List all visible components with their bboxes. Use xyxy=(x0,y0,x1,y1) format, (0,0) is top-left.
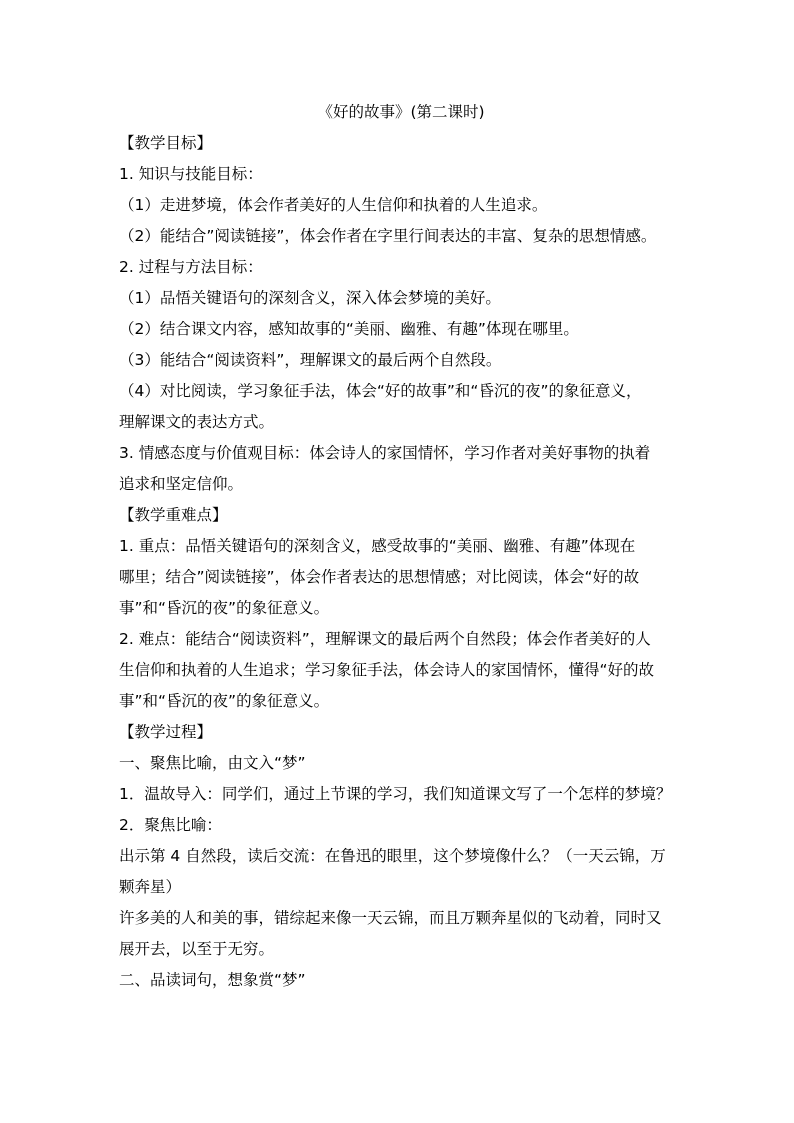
goal-emotion-line-2: 追求和坚定信仰。 xyxy=(119,475,244,493)
section-heading-process: 【教学过程】 xyxy=(119,723,213,741)
process-part-2: 二、品读词句，想象赏“梦” xyxy=(119,971,306,989)
goal-knowledge: 1. 知识与技能目标： xyxy=(119,165,263,183)
process-step-2: 2．聚焦比喻： xyxy=(119,816,222,834)
process-step-1: 1．温故导入：同学们，通过上节课的学习，我们知道课文写了一个怎样的梦境？ xyxy=(119,785,672,803)
key-point-1-line-1: 1. 重点：品悟关键语句的深刻含义，感受故事的“美丽、幽雅、有趣”体现在 xyxy=(119,537,636,555)
process-paragraph-1-line-2: 颗奔星） xyxy=(119,878,182,896)
section-heading-key-points: 【教学重难点】 xyxy=(119,506,228,524)
key-point-1-line-2: 哪里；结合”阅读链接”，体会作者表达的思想情感；对比阅读，体会“好的故 xyxy=(119,568,640,586)
goal-process-item-4-line-1: （4）对比阅读，学习象征手法，体会“好的故事”和“昏沉的夜”的象征意义， xyxy=(119,382,642,400)
document-title: 《好的故事》(第二课时) xyxy=(317,103,485,121)
process-paragraph-2-line-2: 展开去，以至于无穷。 xyxy=(119,940,275,958)
process-paragraph-2-line-1: 许多美的人和美的事，错综起来像一天云锦，而且万颗奔星似的飞动着，同时又 xyxy=(119,909,662,927)
goal-process-item-4-line-2: 理解课文的表达方式。 xyxy=(119,413,275,431)
goal-process-item-1: （1）品悟关键语句的深刻含义，深入体会梦境的美好。 xyxy=(119,289,501,307)
key-point-2-line-1: 2. 难点：能结合“阅读资料”，理解课文的最后两个自然段；体会作者美好的人 xyxy=(119,630,651,648)
section-heading-goals: 【教学目标】 xyxy=(119,134,213,152)
goal-knowledge-item-2: （2）能结合”阅读链接”，体会作者在字里行间表达的丰富、复杂的思想情感。 xyxy=(119,227,657,245)
goal-process-item-2: （2）结合课文内容，感知故事的“美丽、幽雅、有趣”体现在哪里。 xyxy=(119,320,579,338)
goal-knowledge-item-1: （1）走进梦境，体会作者美好的人生信仰和执着的人生追求。 xyxy=(119,196,548,214)
goal-process-item-3: （3）能结合“阅读资料”，理解课文的最后两个自然段。 xyxy=(119,351,502,369)
process-part-1: 一、聚焦比喻，由文入“梦” xyxy=(119,754,306,772)
process-paragraph-1-line-1: 出示第 4 自然段，读后交流：在鲁迅的眼里，这个梦境像什么？（一天云锦，万 xyxy=(119,847,666,865)
document-body xyxy=(119,97,679,996)
goal-emotion-line-1: 3. 情感态度与价值观目标：体会诗人的家国情怀，学习作者对美好事物的执着 xyxy=(119,444,651,462)
key-point-2-line-3: 事”和“昏沉的夜”的象征意义。 xyxy=(119,692,330,710)
goal-process: 2. 过程与方法目标： xyxy=(119,258,263,276)
key-point-1-line-3: 事”和“昏沉的夜”的象征意义。 xyxy=(119,599,330,617)
key-point-2-line-2: 生信仰和执着的人生追求；学习象征手法，体会诗人的家国情怀，懂得“好的故 xyxy=(119,661,655,679)
